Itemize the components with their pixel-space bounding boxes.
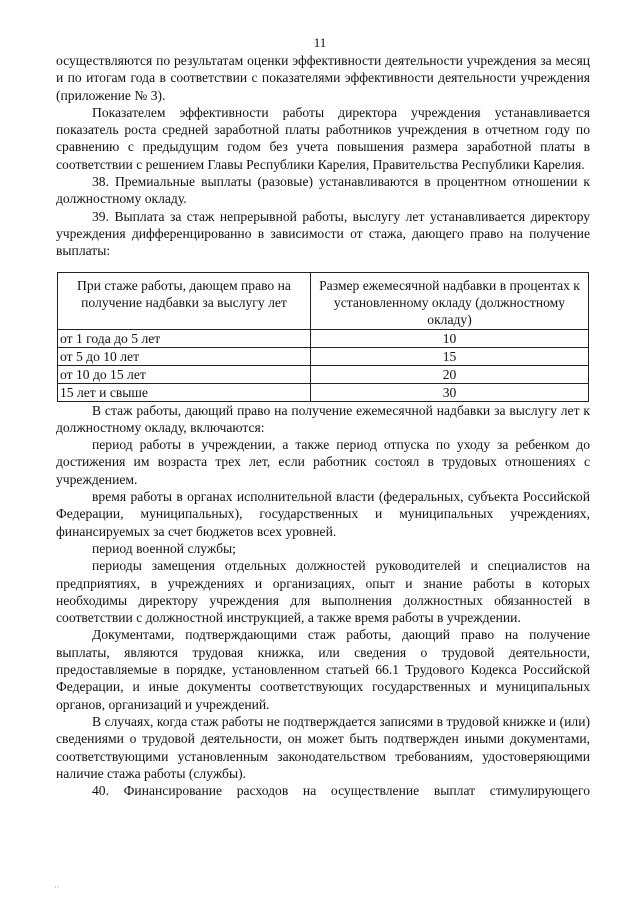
paragraph-clause-40: 40. Финансирование расходов на осуществление выплат стимулирующего bbox=[92, 783, 590, 799]
paragraph-other-documents: В случаях, когда стаж работы не подтверждается записями в трудовой книжке и (или) сведениями о трудовой деятельности, он может быть подтвержден иными документами, соответствующими установленным законодательством требованиям, удостоверяющими наличие стажа работы (службы). bbox=[56, 713, 590, 781]
seniority-period-cell: от 1 года до 5 лет bbox=[58, 329, 311, 347]
table-row bbox=[58, 383, 589, 401]
seniority-period-cell: от 5 до 10 лет bbox=[58, 347, 311, 365]
bonus-percent-cell: 30 bbox=[311, 383, 589, 401]
paragraph-continuation: осуществляются по результатам оценки эффективности деятельности учреждения за месяц и по итогам года в соответствии с показателями эффективности деятельности учреждения (приложение № 3). bbox=[56, 53, 590, 103]
paragraph-clause-38: 38. Премиальные выплаты (разовые) устанавливаются в процентном отношении к должностному окладу. bbox=[56, 174, 590, 207]
table-row bbox=[58, 365, 589, 383]
table-header-row bbox=[58, 272, 589, 329]
header-bonus-percent: Размер ежемесячной надбавки в процентах к установленному окладу (должностному окладу) bbox=[311, 272, 589, 329]
bonus-percent-cell: 15 bbox=[311, 347, 589, 365]
paragraph-management-positions: периоды замещения отдельных должностей руководителей и специалистов на предприятиях, в учреждениях и организациях, опыт и знание работы в которых необходимы директору учреждения для выполнения должностных обязанностей в соответствии с должностной инструкцией, а также время работы в учреждении. bbox=[56, 558, 590, 626]
seniority-period-cell: 15 лет и свыше bbox=[58, 383, 311, 401]
document-body bbox=[56, 52, 590, 799]
bonus-percent-cell: 10 bbox=[311, 329, 589, 347]
paragraph-government-service: время работы в органах исполнительной власти (федеральных, субъекта Российской Федерации, муниципальных), государственных и муниципальных учреждениях, финансируемых за счет бюджетов всех уровней. bbox=[56, 489, 590, 539]
table-row bbox=[58, 329, 589, 347]
paragraph-confirming-documents: Документами, подтверждающими стаж работы, дающий право на получение выплаты, являются трудовая книжка, или сведения о трудовой деятельности, предоставляемые в порядке, установленном статьей 66.1 Трудового Кодекса Российской Федерации, и иные документы соответствующих государственных и муниципальных органов, организаций и учреждений. bbox=[56, 627, 590, 712]
paragraph-work-in-institution: период работы в учреждении, а также период отпуска по уходу за ребенком до достижения им возраста трех лет, если работник состоял в трудовых отношениях с учреждением. bbox=[56, 437, 590, 487]
table-row bbox=[58, 347, 589, 365]
paragraph-clause-39: 39. Выплата за стаж непрерывной работы, выслугу лет устанавливается директору учреждения дифференцированно в зависимости от стажа, дающего право на получение выплаты: bbox=[56, 208, 590, 259]
page-number: 11 bbox=[313, 35, 327, 50]
seniority-bonus-table bbox=[57, 272, 589, 402]
paragraph-military-service: период военной службы; bbox=[92, 540, 236, 556]
bonus-percent-cell: 20 bbox=[311, 365, 589, 383]
seniority-period-cell: от 10 до 15 лет bbox=[58, 365, 311, 383]
paragraph-seniority-includes: В стаж работы, дающий право на получение ежемесячной надбавки за выслугу лет к должностному окладу, включаются: bbox=[56, 402, 590, 435]
header-seniority-period: При стаже работы, дающем право на получение надбавки за выслугу лет bbox=[58, 272, 311, 329]
footer-mark: ·· bbox=[54, 883, 60, 892]
paragraph-performance-indicator: Показателем эффективности работы директора учреждения устанавливается показатель роста средней заработной платы работников учреждения в отчетном году по сравнению с предыдущим годом без учета повышения размера заработной платы в соответствии с решением Главы Республики Карелия, Правительства Республики Карелия. bbox=[56, 104, 590, 172]
